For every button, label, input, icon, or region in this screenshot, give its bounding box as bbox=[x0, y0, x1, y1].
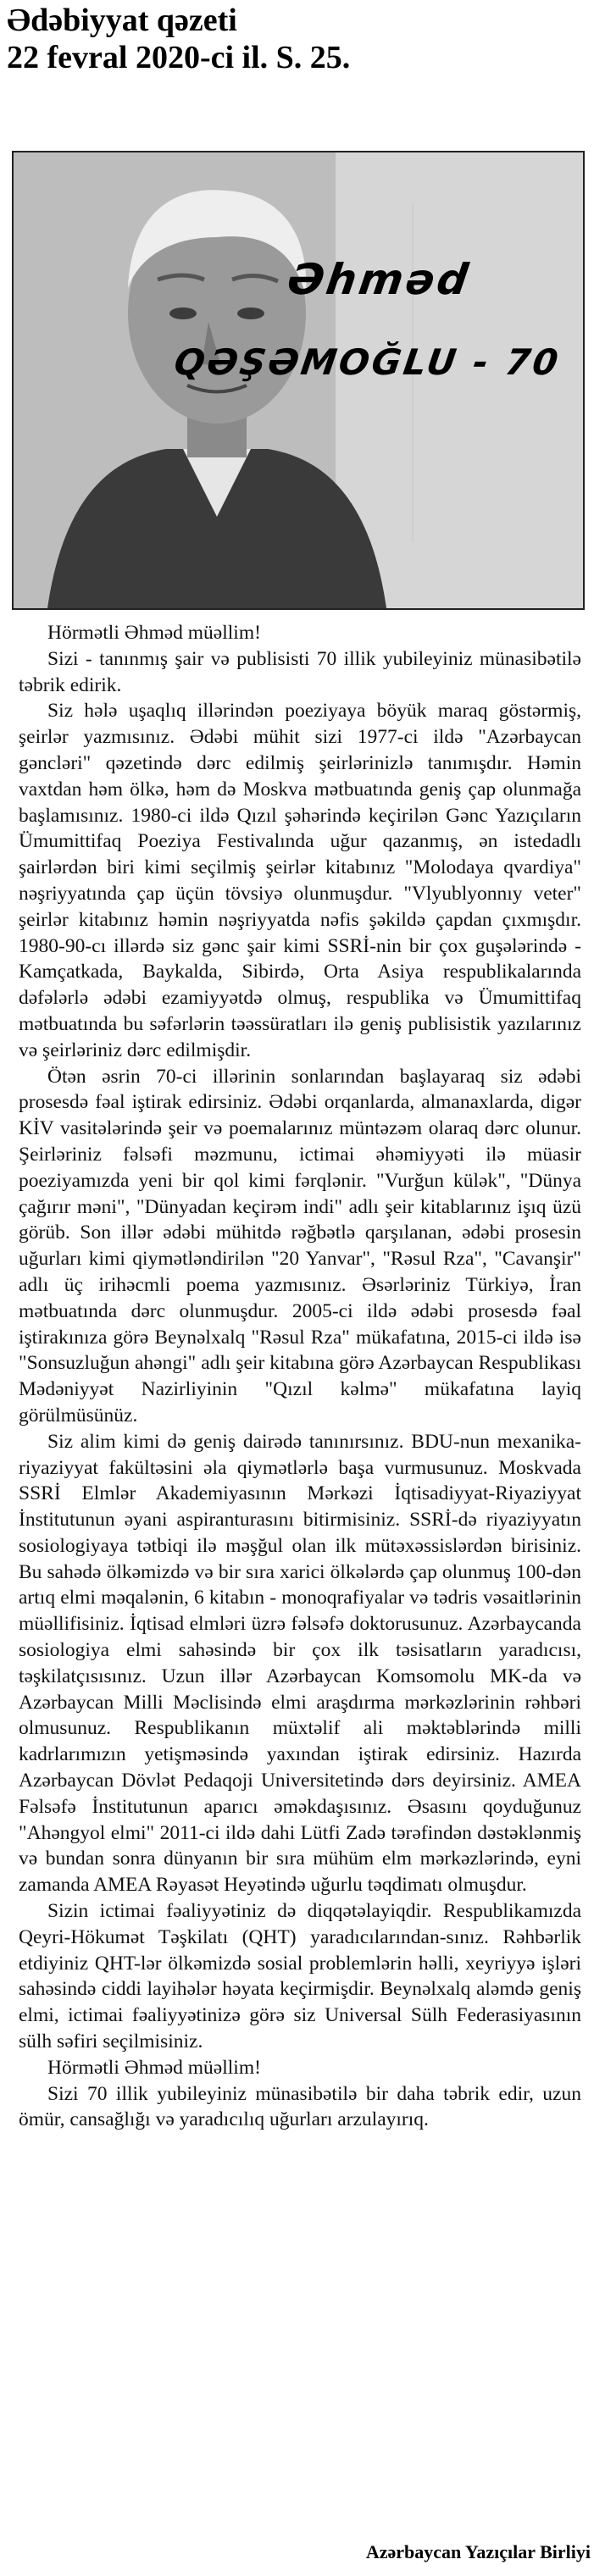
newspaper-name: Ədəbiyyat qəzeti bbox=[7, 3, 237, 38]
article-paragraph: Sizi 70 illik yubileyiniz münasibətilə bir daha təbrik edir, uzun ömür, cansağlığı və yaradıcılıq uğurları arzulayırıq. bbox=[19, 2082, 581, 2131]
caption-surname-age: QƏŞƏMOĞLU - 70 bbox=[171, 341, 563, 383]
article-body bbox=[19, 620, 581, 2133]
issue-date: 22 fevral 2020-ci il. S. 25. bbox=[7, 40, 351, 75]
article-paragraph: Hörmətli Əhməd müəllim! bbox=[47, 2056, 261, 2079]
article-paragraph: Sizin ictimai fəaliyyətiniz də diqqətəlayiqdir. Respublikamızda Qeyri-Hökumət Təşkilatı (QHT) yaradıcılarından-sınız. Rəhbərlik etdiyiniz QHT-lər ölkəmizdə sosial problemlərin həlli, xeyriyyə işləri sahəsində ciddi layihələr həyata keçirmişdir. Beynəlxalq aləmdə geniş elmi, ictimai fəaliyyətinizə görə siz Universal Sülh Federasiyasının sülh səfiri seçilmisiniz. bbox=[19, 1900, 581, 2053]
masthead bbox=[7, 2, 591, 76]
article-paragraph: Hörmətli Əhməd müəllim! bbox=[47, 622, 261, 644]
article-paragraph: Siz hələ uşaqlıq illərindən poeziyaya böyük maraq göstərmiş, şeirlər yazmısınız. Ədəbi mühit sizi 1977-ci ildə "Azərbaycan gəncləri" qəzetində dərc edilmiş şeirlərinizlə tanımışdır. Həmin vaxtdan həm ölkə, həm də Moskva mətbuatında geniş çap olunmağa başlamısınız. 1980-ci ildə Qızıl şəhərində keçirilən Gənc Yazıçıların Ümumittifaq Poeziya Festivalında uğur qazanmış, ən istedadlı şairlərdən biri kimi seçilmiş şeirlər kitabınız "Molodaya qvardiya" nəşriyyatında çap üçün tövsiyə olunmuşdur. "Vlyublyonnıy veter" şeirlər kitabınız həmin nəşriyyatda nəfis şəkildə çapdan çıxmışdır. 1980-90-cı illərdə siz gənc şair kimi SSRİ-nin bir çox guşələrində - Kamçatkada, Baykalda, Sibirdə, Orta Asiya respublikalarında dəfələrlə ədəbi ezamiyyətdə olmuş, respublika və Ümumittifaq mətbuatında bu səfərlərin təəssüratları ilə geniş publisistik yazılarınız və şeirləriniz dərc edilmişdir. bbox=[19, 700, 581, 1061]
photo-caption bbox=[171, 254, 575, 386]
article-paragraph: Sizi - tanınmış şair və publisisti 70 illik yubileyiniz münasibətilə təbrik edirik. bbox=[19, 647, 581, 696]
article-paragraph: Ötən əsrin 70-ci illərinin sonlarından başlayaraq siz ədəbi prosesdə fəal iştirak edirsiniz. Ədəbi orqanlarda, almanaxlarda, digər KİV vasitələrində şeir və poemalarınız müntəzəm olaraq dərc olunur. Şeirləriniz fəlsəfi məzmunu, ictimai əhəmiyyəti ilə müasir poeziyamızda yeni bir qol kimi fərqlənir. "Vurğun külək", "Dünya çağırır məni", "Dünyadan keçirəm indi" adlı şeir kitablarınız işıq üzü görüb. Son illər ədəbi mühitdə rəğbətlə qarşılanan, ədəbi prosesin uğurları kimi qiymətləndirilən "20 Yanvar", "Rəsul Rza", "Cavanşir" adlı üç irihəcmli poema yazmısınız. Əsərləriniz Türkiyə, İran mətbuatında dərc olunmuşdur. 2005-ci ildə ədəbi prosesdə fəal iştirakınıza görə Beynəlxalq "Rəsul Rza" mükafatına, 2015-ci ildə isə "Sonsuzluğun ahəngi" adlı şeir kitabına görə Azərbaycan Respublikası Mədəniyyət Nazirliyinin "Qızıl kəlmə" mükafatına layiq görülmüsünüz. bbox=[19, 1065, 581, 1426]
article-paragraph: Siz alim kimi də geniş dairədə tanınırsınız. BDU-nun mexanika-riyaziyyat fakültəsini əla qiymətlərlə başa vurmusunuz. Moskvada SSRİ Elmlər Akademiyasının Mərkəzi İqtisadiyyat-Riyaziyyat İnstitutunun əyani aspiranturasını bitirmisiniz. SSRİ-də riyaziyyatın sosiologiyaya tətbiqi ilə məşğul olan ilk mütəxəssislərdən birisiniz. Bu sahədə ölkəmizdə və bir sıra xarici ölkələrdə çap olunmuş 100-dən artıq elmi məqalənin, 6 kitabın - monoqrafiyalar və tədris vəsaitlərinin müəllifisiniz. İqtisad elmləri üzrə fəlsəfə doktorusunuz. Azərbaycanda sosiologiya elmi sahəsində bir çox ilk təsisatların yaradıcısı, təşkilatçısısınız. Uzun illər Azərbaycan Komsomolu MK-da və Azərbaycan Milli Məclisində elmi araşdırma mərkəzlərinin rəhbəri olmusunuz. Respublikanın müxtəlif ali məktəblərində milli kadrlarımızın yetişməsində yaxından iştirak edirsiniz. Hazırda Azərbaycan Dövlət Pedaqoji Universitetində dərs deyirsiniz. AMEA Fəlsəfə İnstitutunun aparıcı əməkdaşısınız. Əsasını qoyduğunuz "Ahəngyol elmi" 2011-ci ildə dahi Lütfi Zadə tərəfindən dəstəklənmiş və bundan sonra dünyanın bir sıra mühüm elm mərkəzlərində, eyni zamanda AMEA Rəyasət Heyətində uğurlu təqdimatı olmuşdur. bbox=[19, 1430, 581, 1897]
caption-first-name: Əhməd bbox=[284, 255, 474, 304]
signature: Azərbaycan Yazıçılar Birliyi bbox=[365, 2541, 591, 2562]
portrait-photo bbox=[12, 151, 585, 610]
